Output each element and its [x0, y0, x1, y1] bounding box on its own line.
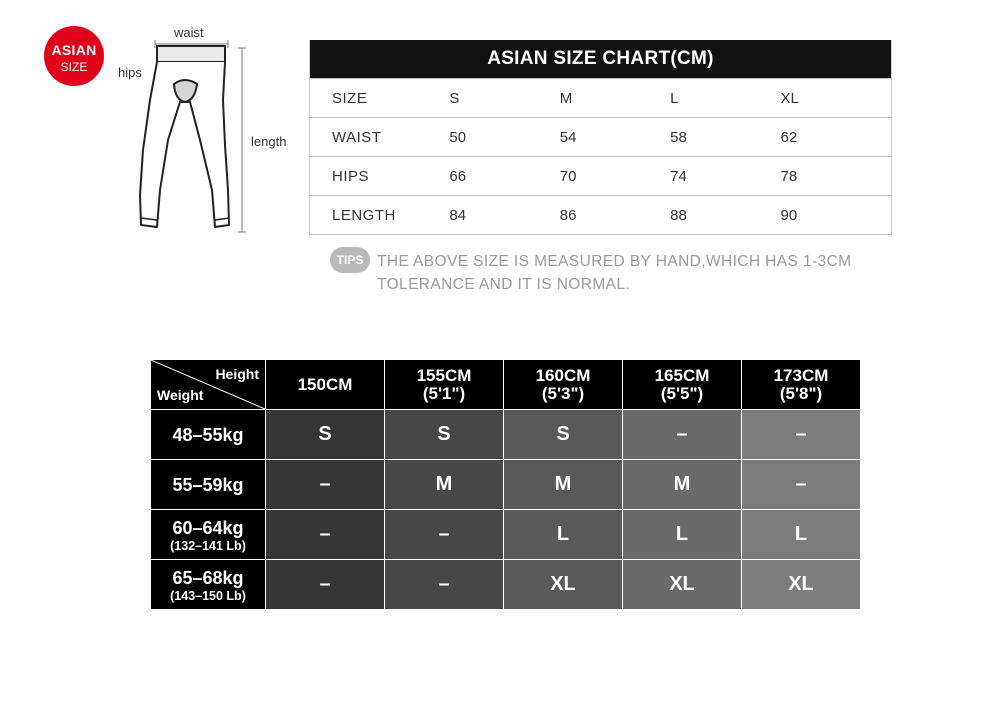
size-cell	[385, 460, 503, 509]
height-cm: 150CM	[297, 374, 353, 394]
size-cell	[504, 510, 622, 559]
cell: 66	[449, 157, 559, 196]
size-cell	[266, 560, 384, 609]
size-value: XL	[550, 573, 576, 595]
tips-text: THE ABOVE SIZE IS MEASURED BY HAND,WHICH HAS 1-3CM TOLERANCE AND IT IS NORMAL.	[377, 253, 852, 293]
size-cell	[504, 460, 622, 509]
tips-badge: TIPS	[330, 247, 370, 273]
size-value: –	[795, 473, 807, 495]
cell: 78	[780, 157, 891, 196]
length-row	[310, 196, 892, 235]
cell: L	[670, 79, 780, 118]
size-value: S	[318, 423, 332, 445]
row-label: LENGTH	[310, 196, 450, 235]
size-value: –	[319, 523, 331, 545]
size-cell	[742, 560, 860, 609]
height-cm: 160CM	[535, 365, 591, 385]
height-header	[385, 360, 503, 409]
cell: M	[560, 79, 670, 118]
size-cell	[385, 510, 503, 559]
cell: XL	[780, 79, 891, 118]
size-value: –	[319, 573, 331, 595]
size-cell	[266, 460, 384, 509]
cell: S	[449, 79, 559, 118]
weight-kg: 55–59kg	[172, 474, 244, 495]
asian-size-chart	[309, 40, 892, 235]
cell: 74	[670, 157, 780, 196]
size-cell	[742, 410, 860, 459]
size-cell	[504, 560, 622, 609]
size-value: L	[556, 523, 570, 545]
waist-row	[310, 118, 892, 157]
pants-diagram	[110, 20, 310, 240]
height-cm: 173CM	[773, 365, 829, 385]
size-cell	[266, 510, 384, 559]
hips-row	[310, 157, 892, 196]
size-cell	[266, 410, 384, 459]
pants-illustration	[110, 20, 310, 240]
height-header	[742, 360, 860, 409]
corner-height-label: Height	[215, 366, 259, 382]
size-value: L	[675, 523, 689, 545]
height-cm: 155CM	[416, 365, 472, 385]
size-cell	[385, 410, 503, 459]
cell: 50	[449, 118, 559, 157]
table-corner-header	[151, 360, 265, 409]
weight-kg: 48–55kg	[172, 424, 244, 445]
weight-lb: (132–141 Lb)	[170, 538, 246, 553]
size-value: M	[554, 473, 572, 495]
weight-row-header	[151, 410, 265, 459]
size-row	[310, 79, 892, 118]
size-value: L	[794, 523, 808, 545]
size-cell	[623, 560, 741, 609]
size-chart-title: ASIAN SIZE CHART(CM)	[310, 40, 892, 79]
waist-label: waist	[174, 25, 204, 40]
size-cell	[623, 460, 741, 509]
size-value: S	[437, 423, 451, 445]
cell: 70	[560, 157, 670, 196]
size-value: S	[556, 423, 570, 445]
asian-size-badge	[44, 26, 104, 86]
size-value: XL	[669, 573, 695, 595]
cell: 90	[780, 196, 891, 235]
weight-lb: (143–150 Lb)	[170, 588, 246, 603]
size-cell	[623, 510, 741, 559]
weight-row-header	[151, 560, 265, 609]
length-label: length	[251, 134, 287, 149]
height-ft: (5'3")	[541, 383, 585, 403]
size-value: –	[438, 523, 450, 545]
height-header	[266, 360, 384, 409]
hips-label: hips	[118, 65, 142, 80]
size-cell	[623, 410, 741, 459]
size-value: –	[795, 423, 807, 445]
row-label: HIPS	[310, 157, 450, 196]
size-cell	[504, 410, 622, 459]
cell: 62	[780, 118, 891, 157]
cell: 58	[670, 118, 780, 157]
size-value: –	[676, 423, 688, 445]
height-header	[504, 360, 622, 409]
cell: 86	[560, 196, 670, 235]
size-cell	[742, 460, 860, 509]
size-value: M	[673, 473, 691, 495]
weight-row-header	[151, 460, 265, 509]
badge-line2: SIZE	[60, 60, 88, 74]
row-label: SIZE	[310, 79, 450, 118]
height-cm: 165CM	[654, 365, 710, 385]
cell: 84	[449, 196, 559, 235]
size-cell	[742, 510, 860, 559]
height-ft: (5'1")	[422, 383, 466, 403]
weight-kg: 60–64kg	[172, 517, 244, 538]
size-cell	[385, 560, 503, 609]
height-ft: (5'5")	[660, 383, 704, 403]
corner-weight-label: Weight	[157, 387, 204, 403]
badge-line1: ASIAN	[51, 42, 97, 58]
cell: 88	[670, 196, 780, 235]
height-header	[623, 360, 741, 409]
size-value: XL	[788, 573, 814, 595]
size-value: M	[435, 473, 453, 495]
size-value: –	[319, 473, 331, 495]
cell: 54	[560, 118, 670, 157]
size-value: –	[438, 573, 450, 595]
weight-kg: 65–68kg	[172, 567, 244, 588]
height-ft: (5'8")	[779, 383, 823, 403]
weight-row-header	[151, 510, 265, 559]
row-label: WAIST	[310, 118, 450, 157]
